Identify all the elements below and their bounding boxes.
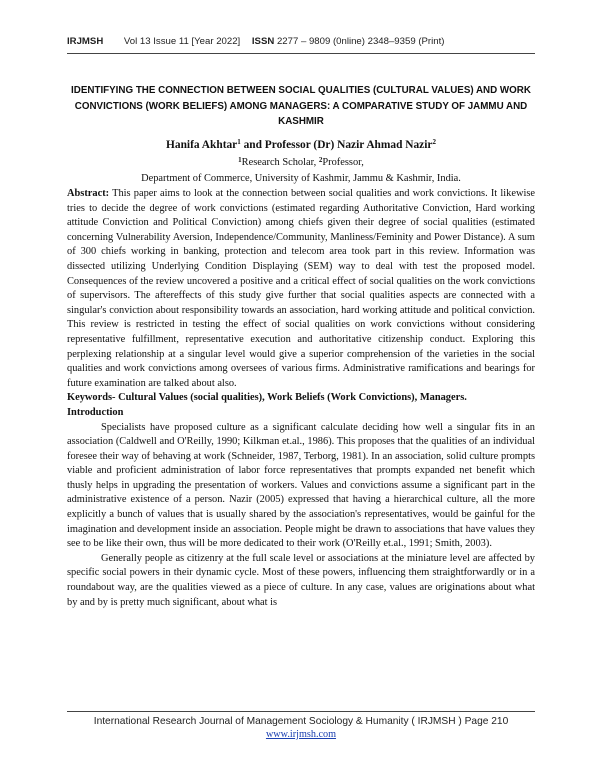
author-2: Professor (Dr) Nazir Ahmad Nazir	[264, 139, 433, 151]
introduction-heading-line	[67, 406, 535, 421]
header-rule	[67, 53, 535, 54]
author-1: Hanifa Akhtar	[166, 139, 238, 151]
journal-url-link[interactable]: www.irjmsh.com	[265, 729, 337, 740]
role-1: Research Scholar,	[241, 157, 319, 168]
role-2: Professor,	[322, 157, 364, 168]
keywords-text: Keywords- Cultural Values (social qualities), Work Beliefs (Work Convictions), Managers.	[67, 392, 467, 404]
issn-numbers: 2277 – 9809 (0nline) 2348–9359 (Print)	[276, 36, 445, 47]
paragraph-1: Specialists have proposed culture as a significant calculate deciding how well a singular fits in an association (Caldwell and O'Reilly, 1990; Kilkman et.al., 1986). This proposes that the qualities of an individual foresee their way of behaving at work (Schneider, 1987, Terborg, 1981). In an association, solid culture prompts viable and proficient administration of labor force representatives that prompts expanded net benefit which thusly helps in upgrading the presentation of workers. Values and convictions assume a significant part in the administrative existence of a person. Nazir (2005) expressed that having a hierarchical culture, all the more explicitly a bunch of values that is usually shared by the association's representatives, would be gainful for the imagination and development inside an association. People might be drawn to associations that have values they see to be like their own, thus will be more dedicated to their work (O'Reilly et.al., 1991; Smith, 2003).	[67, 421, 535, 550]
abstract-text: This paper aims to look at the connection between social qualities and work convictions. It likewise tries to decide the degree of work convictions (estimated regarding Authoritative Conviction, Hard working attitude Conviction and Political Conviction) among chiefs given their degree of social qualities (estimated concerning Vulnerability Aversion, Independence/Community, Manliness/Feminity and Power Distance). A sum of 300 chiefs working in banking, protection and telecom area took part in this review. Information was dissected utilizing Underlying Condition Displaying (SEM) way to deal with test the proposed model. Consequences of the review uncovered a positive and a critical effect of social qualities on the work convictions of supervisors. The aftereffects of this study give further that social qualities aspects are connected with a singular's conviction about responsibility towards an association, hard working attitude and political conviction. This review is restricted in testing the effect of social qualities on work convictions without considering representative fulfillment, representative execution and authoritative citizenship conduct. Exploring this perplexing relationship at a singular level would give a superior comprehension of the varieties in the social qualities and work convictions among oversees of various firms. Administrative ramifications and bearings for future examination are talked about also.	[67, 188, 535, 389]
author-connector: and	[240, 139, 265, 151]
paper-body	[67, 187, 535, 610]
volume-info: Vol 13 Issue 11 [Year 2022]	[123, 36, 241, 47]
abstract-label: Abstract:	[67, 188, 110, 199]
author-roles	[67, 157, 535, 168]
role-2-marker: 2	[318, 156, 323, 164]
author-2-marker: 2	[432, 138, 436, 146]
abstract	[67, 187, 535, 391]
introduction-heading: Introduction	[67, 406, 124, 418]
running-footer	[67, 716, 535, 740]
journal-abbrev: IRJMSH	[67, 36, 104, 47]
affiliation: Department of Commerce, University of Kashmir, Jammu & Kashmir, India.	[141, 173, 461, 184]
author-1-marker: 1	[237, 138, 241, 146]
keywords	[67, 391, 535, 406]
author-line	[67, 139, 535, 151]
role-1-marker: 1	[238, 156, 242, 164]
issn-label: ISSN	[251, 36, 275, 47]
paragraph-2: Generally people as citizenry at the full scale level or associations at the miniature level are affected by specific social powers in their dynamic cycle. Most of these powers, influencing them straightforwardly or in a roundabout way, are the qualities viewed as a piece of culture. In any case, values are originations about what by and by is pretty much significant, about what is	[67, 552, 535, 608]
paper-title: IDENTIFYING THE CONNECTION BETWEEN SOCIAL QUALITIES (CULTURAL VALUES) AND WORK CONVICTIONS (WORK BELIEFS) AMONG MANAGERS: A COMPARATIVE STUDY OF JAMMU AND KASHMIR	[71, 85, 531, 127]
running-header	[67, 36, 537, 47]
footer-rule	[67, 711, 535, 712]
footer-journal-name: International Research Journal of Management Sociology & Humanity ( IRJMSH )	[93, 716, 462, 727]
page-number: Page 210	[464, 716, 509, 727]
